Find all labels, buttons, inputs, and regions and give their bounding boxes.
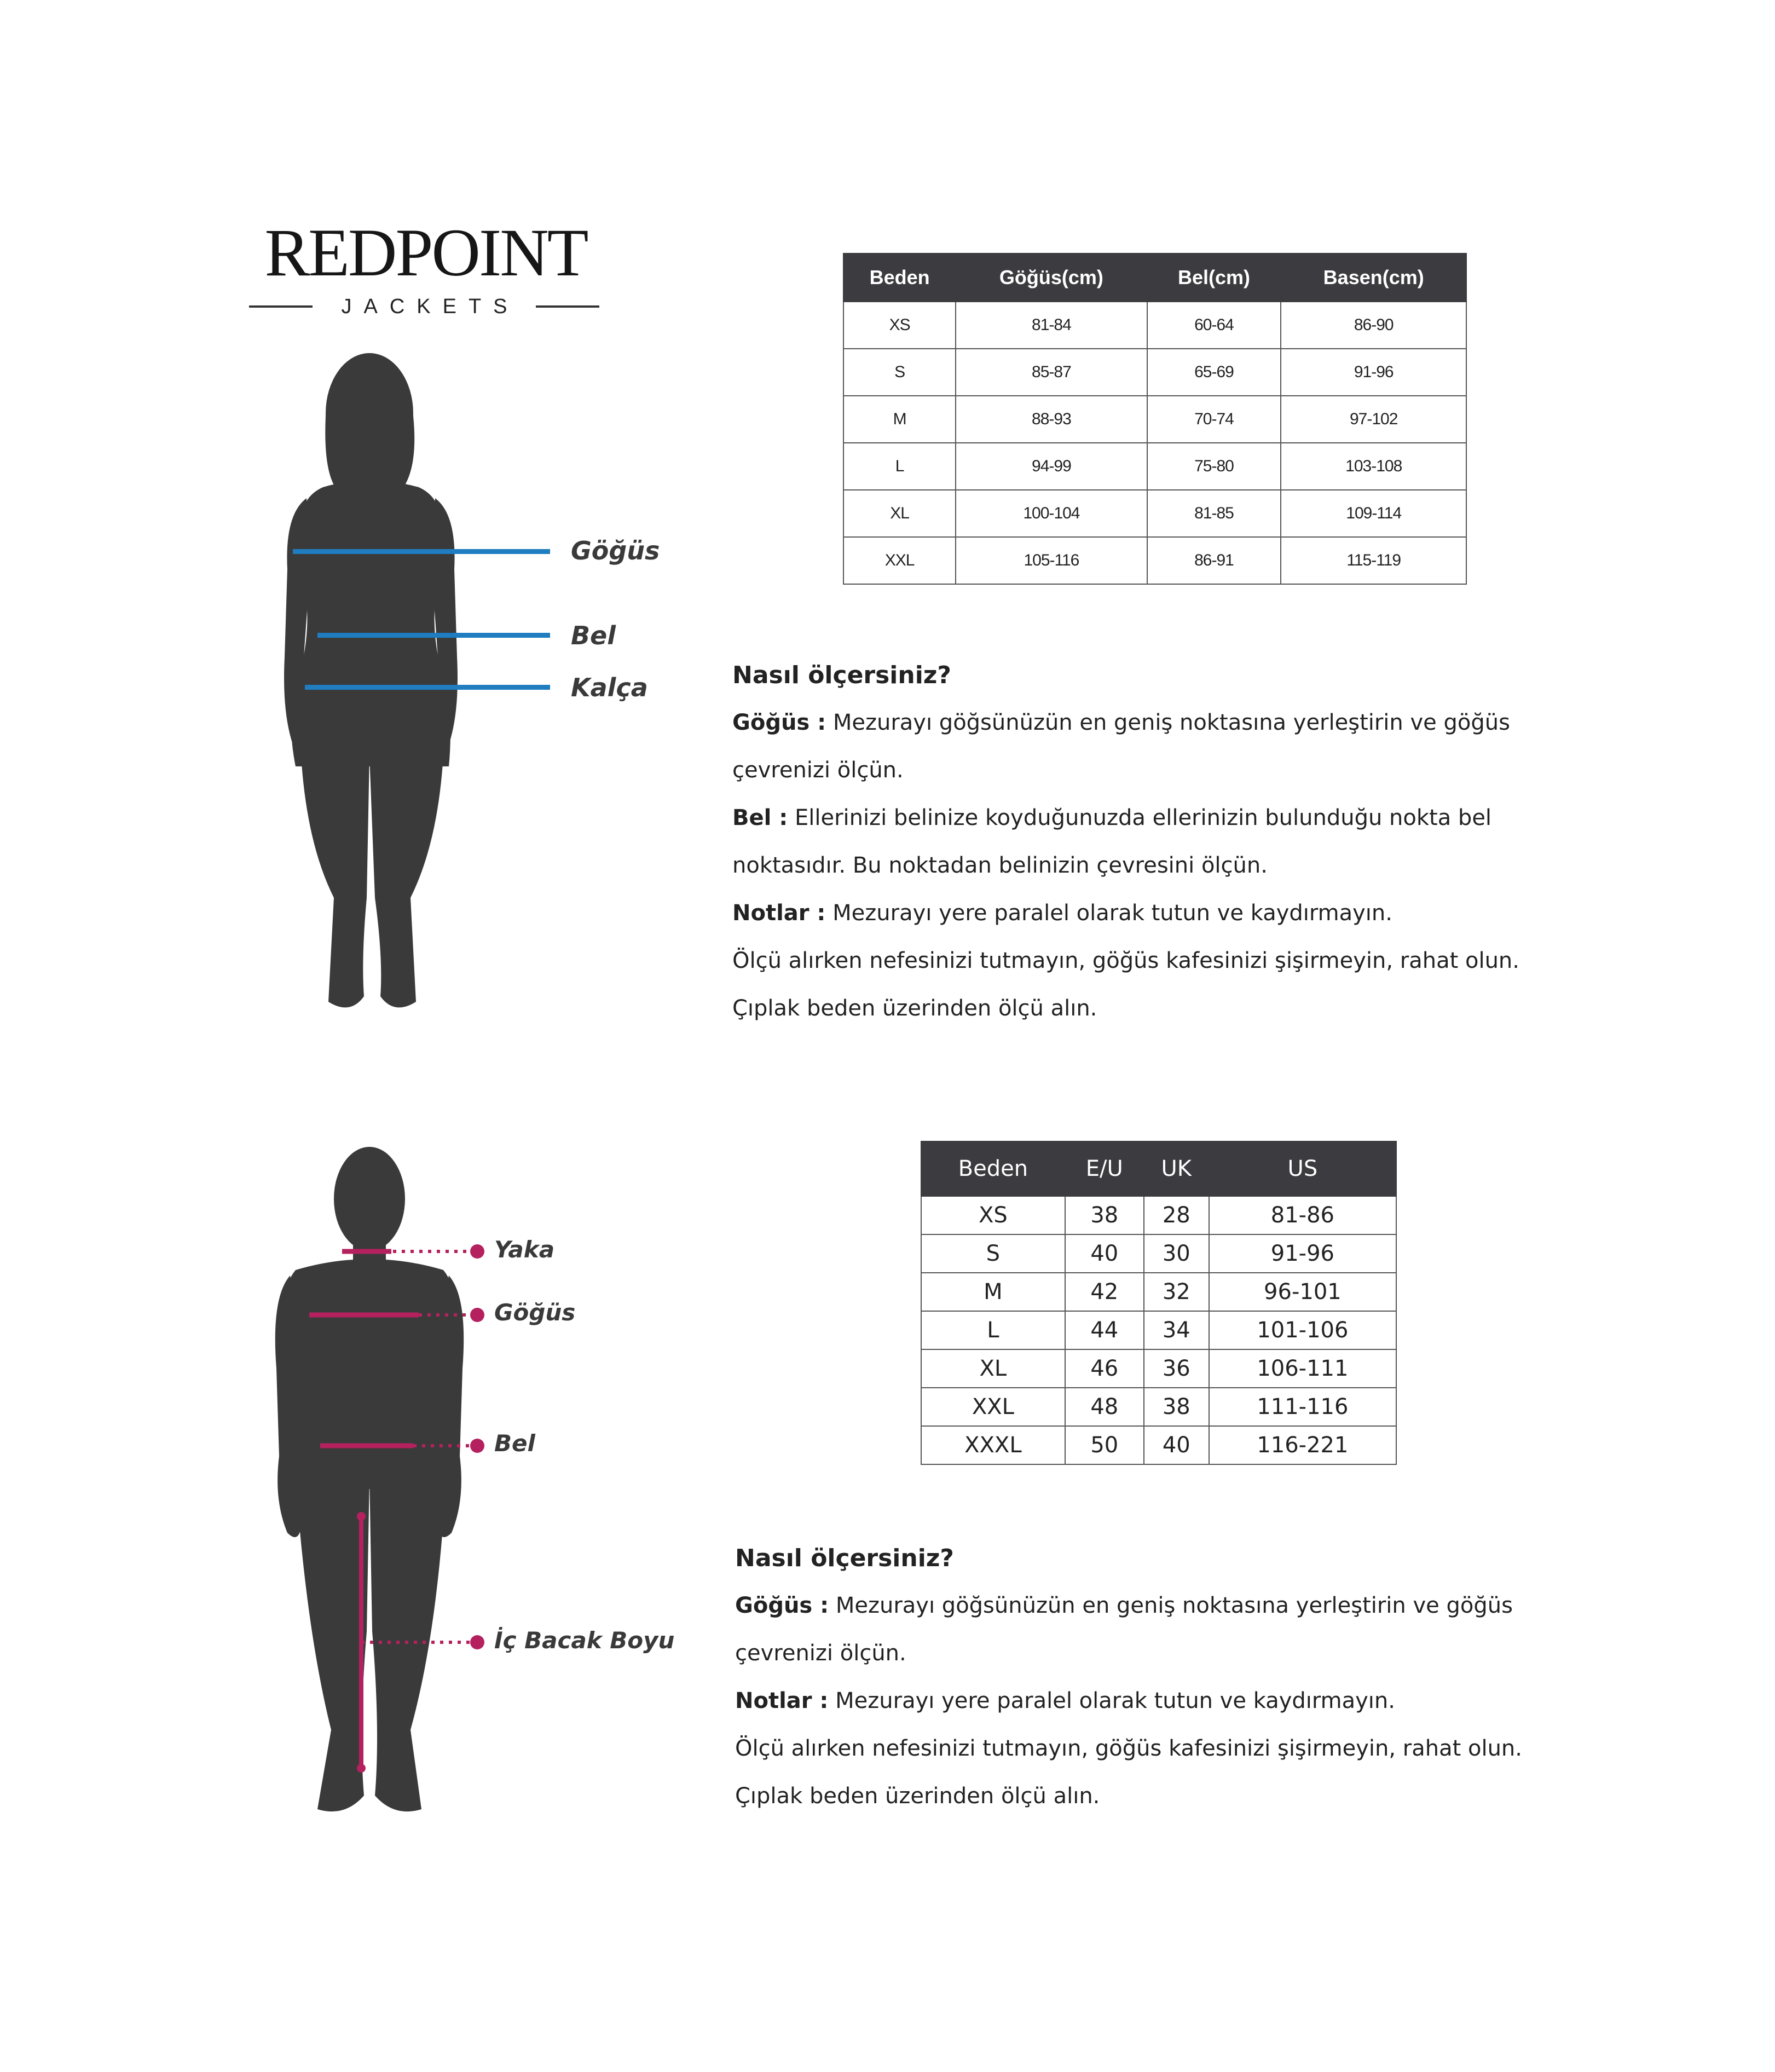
table-cell: 81-84 [956, 302, 1147, 349]
table-cell: 105-116 [956, 537, 1147, 584]
table-row [921, 1311, 1396, 1349]
instruction-label: Notlar : [735, 1688, 829, 1713]
instruction-label: Notlar : [732, 901, 826, 926]
table-cell: L [843, 443, 956, 490]
table-row [921, 1273, 1396, 1311]
instruction-label: Göğüs : [735, 1593, 829, 1618]
table-cell: 40 [1144, 1426, 1209, 1464]
instruction-label: Göğüs : [732, 710, 826, 735]
men-label-waist: Bel [494, 1430, 535, 1457]
men-size-table [921, 1141, 1397, 1465]
table-cell: L [921, 1311, 1065, 1349]
women-label-hip: Kalça [571, 673, 648, 702]
table-cell: 34 [1144, 1311, 1209, 1349]
table-cell: 50 [1065, 1426, 1144, 1464]
instruction-text: Mezurayı göğsünüzün en geniş noktasına yerleştirin ve göğüs [835, 1593, 1513, 1618]
table-row [921, 1196, 1396, 1234]
table-cell: 36 [1144, 1349, 1209, 1388]
column-header: E/U [1065, 1141, 1144, 1196]
table-cell: 48 [1065, 1388, 1144, 1426]
table-cell: 28 [1144, 1196, 1209, 1234]
table-row [921, 1426, 1396, 1464]
logo-subtitle-text: JACKETS [341, 295, 519, 318]
column-header: Beden [843, 253, 956, 302]
table-cell: XXL [921, 1388, 1065, 1426]
column-header: UK [1144, 1141, 1209, 1196]
instruction-text: çevrenizi ölçün. [732, 758, 904, 783]
men-label-inseam: İç Bacak Boyu [494, 1627, 675, 1654]
table-cell: 85-87 [956, 349, 1147, 396]
table-header-row [843, 253, 1466, 302]
table-cell: 106-111 [1209, 1349, 1396, 1388]
men-marker-dotted-leaders [328, 1232, 493, 1670]
table-cell: XS [921, 1196, 1065, 1234]
instruction-text: noktasıdır. Bu noktadan belinizin çevresini ölçün. [732, 853, 1268, 878]
instruction-text: çevrenizi ölçün. [735, 1641, 906, 1666]
logo-rule-right [536, 305, 599, 308]
table-cell: 101-106 [1209, 1311, 1396, 1349]
table-header-row [921, 1141, 1396, 1196]
table-row [843, 349, 1466, 396]
table-cell: M [843, 396, 956, 443]
table-cell: XXXL [921, 1426, 1065, 1464]
table-cell: 65-69 [1147, 349, 1281, 396]
table-cell: 103-108 [1281, 443, 1466, 490]
instructions-heading: Nasıl ölçersiniz? [735, 1544, 954, 1572]
table-cell: 111-116 [1209, 1388, 1396, 1426]
instruction-text: Mezurayı yere paralel olarak tutun ve kaydırmayın. [832, 901, 1392, 926]
instruction-chest [735, 1582, 1567, 1630]
table-cell: 100-104 [956, 490, 1147, 537]
table-cell: 88-93 [956, 396, 1147, 443]
table-cell: 60-64 [1147, 302, 1281, 349]
table-cell: XXL [843, 537, 956, 584]
instruction-waist [732, 794, 1564, 842]
instructions-heading: Nasıl ölçersiniz? [732, 661, 951, 689]
table-cell: 94-99 [956, 443, 1147, 490]
instruction-notes [735, 1677, 1567, 1725]
table-cell: 96-101 [1209, 1273, 1396, 1311]
instruction-notes [732, 890, 1564, 937]
table-cell: 86-91 [1147, 537, 1281, 584]
table-row [843, 537, 1466, 584]
table-row [843, 302, 1466, 349]
table-cell: 42 [1065, 1273, 1144, 1311]
women-measurement-instructions [732, 651, 1564, 1032]
instruction-text: Çıplak beden üzerinden ölçü alın. [732, 996, 1097, 1021]
column-header: Göğüs(cm) [956, 253, 1147, 302]
column-header: Bel(cm) [1147, 253, 1281, 302]
table-cell: XL [921, 1349, 1065, 1388]
column-header: Basen(cm) [1281, 253, 1466, 302]
table-cell: XL [843, 490, 956, 537]
instruction-text: Ölçü alırken nefesinizi tutmayın, göğüs kafesinizi şişirmeyin, rahat olun. [735, 1736, 1522, 1761]
table-cell: 70-74 [1147, 396, 1281, 443]
women-label-waist: Bel [571, 621, 616, 650]
table-cell: 109-114 [1281, 490, 1466, 537]
table-cell: 81-86 [1209, 1196, 1396, 1234]
table-row [843, 443, 1466, 490]
table-cell: 86-90 [1281, 302, 1466, 349]
men-label-chest: Göğüs [494, 1299, 576, 1326]
logo-rule-left [249, 305, 313, 308]
table-cell: 38 [1065, 1196, 1144, 1234]
table-cell: 97-102 [1281, 396, 1466, 443]
table-cell: S [921, 1234, 1065, 1273]
men-measurement-instructions [735, 1534, 1567, 1820]
table-row [921, 1388, 1396, 1426]
women-silhouette-figure [274, 350, 569, 1029]
table-cell: 115-119 [1281, 537, 1466, 584]
instruction-text: Mezurayı göğsünüzün en geniş noktasına yerleştirin ve göğüs [832, 710, 1510, 735]
table-cell: 44 [1065, 1311, 1144, 1349]
men-label-neck: Yaka [494, 1236, 555, 1263]
women-label-chest: Göğüs [571, 536, 660, 565]
table-cell: 38 [1144, 1388, 1209, 1426]
brand-logo-title: REDPOINT [264, 215, 587, 290]
table-row [843, 490, 1466, 537]
table-row [921, 1234, 1396, 1273]
table-cell: 81-85 [1147, 490, 1281, 537]
instruction-text: Ölçü alırken nefesinizi tutmayın, göğüs kafesinizi şişirmeyin, rahat olun. [732, 948, 1519, 973]
instruction-text: Mezurayı yere paralel olarak tutun ve kaydırmayın. [835, 1688, 1395, 1713]
table-cell: S [843, 349, 956, 396]
table-cell: 32 [1144, 1273, 1209, 1311]
table-cell: 91-96 [1281, 349, 1466, 396]
table-cell: 75-80 [1147, 443, 1281, 490]
table-cell: XS [843, 302, 956, 349]
brand-logo-subtitle [249, 293, 599, 320]
table-cell: 40 [1065, 1234, 1144, 1273]
table-cell: M [921, 1273, 1065, 1311]
instruction-text: Ellerinizi belinize koyduğunuzda ellerinizin bulunduğu nokta bel [794, 805, 1492, 830]
table-cell: 91-96 [1209, 1234, 1396, 1273]
instruction-chest [732, 699, 1564, 747]
table-row [921, 1349, 1396, 1388]
column-header: Beden [921, 1141, 1065, 1196]
column-header: US [1209, 1141, 1396, 1196]
table-row [843, 396, 1466, 443]
instruction-text: Çıplak beden üzerinden ölçü alın. [735, 1784, 1100, 1809]
table-cell: 30 [1144, 1234, 1209, 1273]
women-size-table [843, 253, 1467, 585]
table-cell: 46 [1065, 1349, 1144, 1388]
table-cell: 116-221 [1209, 1426, 1396, 1464]
instruction-label: Bel : [732, 805, 788, 830]
